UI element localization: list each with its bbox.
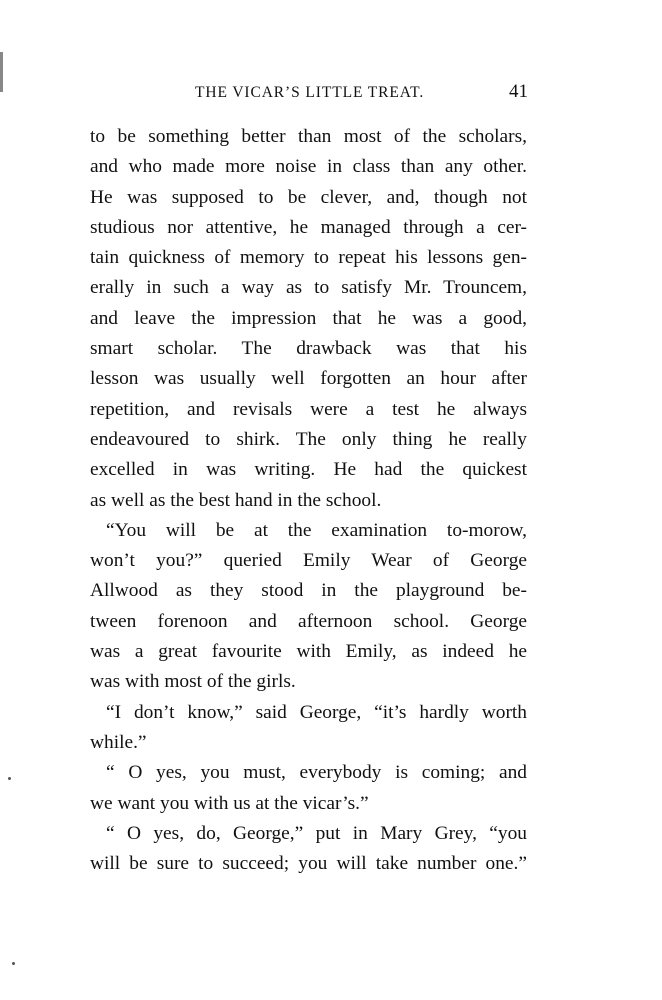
text-line: tain quickness of memory to repeat his lessons gen- — [90, 247, 527, 269]
text-line: smart scholar. The drawback was that his — [90, 338, 527, 360]
page-number: 41 — [509, 81, 528, 102]
text-line: excelled in was writing. He had the quickest — [90, 459, 527, 481]
speck-mark — [8, 777, 11, 780]
text-line: Allwood as they stood in the playground be- — [90, 580, 527, 602]
text-line: “ O yes, do, George,” put in Mary Grey, “you — [106, 822, 527, 844]
text-line: was with most of the girls. — [90, 671, 296, 693]
text-line: to be something better than most of the scholars, — [90, 126, 527, 147]
running-title: THE VICAR’S LITTLE TREAT. — [195, 84, 425, 101]
text-line: endeavoured to shirk. The only thing he really — [90, 428, 527, 450]
text-line: and leave the impression that he was a good, — [90, 307, 527, 329]
text-line: studious nor attentive, he managed through a cer- — [90, 216, 527, 238]
text-line: while.” — [90, 731, 147, 753]
text-line: as well as the best hand in the school. — [90, 489, 382, 511]
text-line: won’t you?” queried Emily Wear of George — [90, 550, 527, 572]
text-line: “You will be at the examination to-morow, — [106, 519, 527, 541]
page-edge-mark — [0, 52, 3, 92]
text-line: erally in such a way as to satisfy Mr. Trouncem, — [90, 277, 527, 299]
text-line: He was supposed to be clever, and, though not — [90, 186, 527, 208]
page-header — [90, 81, 530, 108]
text-line: “ O yes, you must, everybody is coming; and — [106, 762, 527, 784]
text-line: lesson was usually well forgotten an hour after — [90, 368, 527, 390]
text-line: was a great favourite with Emily, as indeed he — [90, 641, 527, 663]
text-line: repetition, and revisals were a test he always — [90, 398, 527, 420]
text-line: tween forenoon and afternoon school. George — [90, 610, 527, 632]
text-line: we want you with us at the vicar’s.” — [90, 792, 369, 814]
text-line: “I don’t know,” said George, “it’s hardly worth — [106, 701, 527, 723]
text-line: will be sure to succeed; you will take number one.” — [90, 853, 527, 875]
speck-mark — [12, 962, 15, 965]
body-text — [90, 122, 527, 879]
text-line: and who made more noise in class than any other. — [90, 156, 527, 178]
